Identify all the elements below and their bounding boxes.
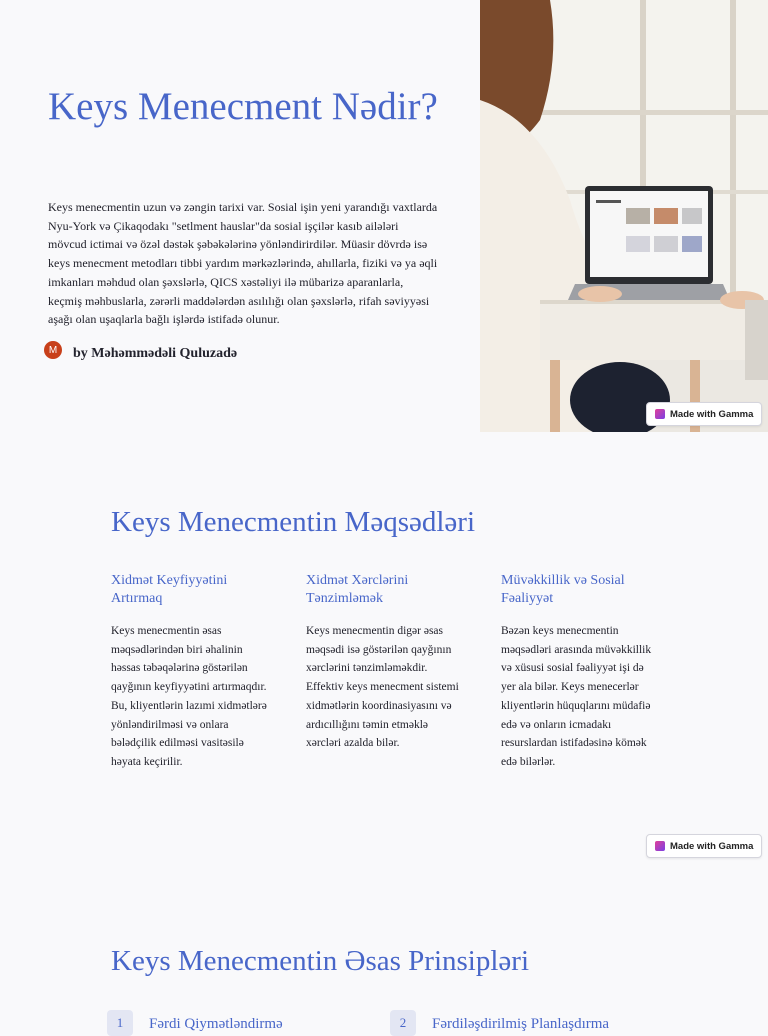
principle-item	[107, 1010, 283, 1036]
hero-paragraph: Keys menecmentin uzun və zəngin tarixi var. Sosial işin yeni yarandığı vaxtlarda Nyu-York və Çikaqodakı "setlment hauslar"da sosial işçilər kasıb ailələri mövcud ictimai və özəl dəstək şəbəkələrinə yönləndirirdilər. Müasir dövrdə isə keys menecment metodları tibbi yardım mərkəzlərində, ahıllarla, fiziki və ya əqli imkanları məhdud olan şəxslərlə, QICS xəstəliyi ilə mübarizə aparanlarla, keçmiş məhbuslarla, zərərli maddələrdən asılılığı olan şəxslərlə, rifah səviyyəsi aşağı olan uşaqlarla bağlı işlərdə istifadə olunur.	[48, 200, 438, 327]
goal-text: Keys menecmentin əsas məqsədlərindən biri əhalinin həssas təbəqələrinə göstərilən qayğının keyfiyyətini artırmaqdır. Bu, kliyentlərin lazımi xidmətlərə yönləndirilməsi və onlara bələdçilik edilməsi vasitəsilə həyata keçirilir.	[111, 625, 267, 768]
principle-title: Fərdiləşdirilmiş Planlaşdırma	[432, 1016, 610, 1032]
hero-photo	[480, 0, 768, 432]
goal-card	[306, 572, 462, 753]
principles-section-title: Keys Menecmentin Əsas Prinsipləri	[111, 945, 530, 977]
made-with-gamma-badge[interactable]	[646, 834, 762, 858]
avatar: M	[44, 341, 62, 359]
author-name: by Məhəmmədəli Quluzadə	[73, 346, 238, 361]
gamma-logo-icon	[655, 841, 665, 851]
goal-card	[111, 572, 267, 772]
goal-card	[501, 572, 657, 772]
badge-label: Made with Gamma	[670, 840, 754, 852]
principle-number: 2	[390, 1010, 416, 1036]
badge-label: Made with Gamma	[670, 408, 754, 420]
principle-title: Fərdi Qiymətləndirmə	[149, 1016, 283, 1032]
goal-text: Bəzən keys menecmentin məqsədləri arasında müvəkkillik və xüsusi sosial fəaliyyət işi də yer ala bilər. Keys menecerlər kliyentlərin hüquqlarını müdafiə edə və onların icmadakı resurslardan istifadəsinə kömək edə bilərlər.	[501, 625, 652, 768]
page-title: Keys Menecment Nədir?	[48, 85, 438, 128]
goal-heading: Xidmət Keyfiyyətini Artırmaq	[111, 573, 228, 606]
principle-item	[390, 1010, 609, 1036]
goals-section-title: Keys Menecmentin Məqsədləri	[111, 506, 476, 538]
author-byline	[44, 338, 237, 362]
goal-heading: Müvəkkillik və Sosial Fəaliyyət	[501, 573, 625, 606]
gamma-logo-icon	[655, 409, 665, 419]
principle-number: 1	[107, 1010, 133, 1036]
hero-section	[0, 0, 768, 432]
goal-text: Keys menecmentin digər əsas məqsədi isə göstərilən qayğının xərclərini tənzimləməkdir. Effektiv keys menecment sistemi xidmətlərin koordinasiyasını və ardıcıllığını təmin etməklə xərcləri azalda bilər.	[306, 625, 459, 750]
goal-heading: Xidmət Xərclərini Tənzimləmək	[306, 573, 409, 606]
made-with-gamma-badge[interactable]	[646, 402, 762, 426]
